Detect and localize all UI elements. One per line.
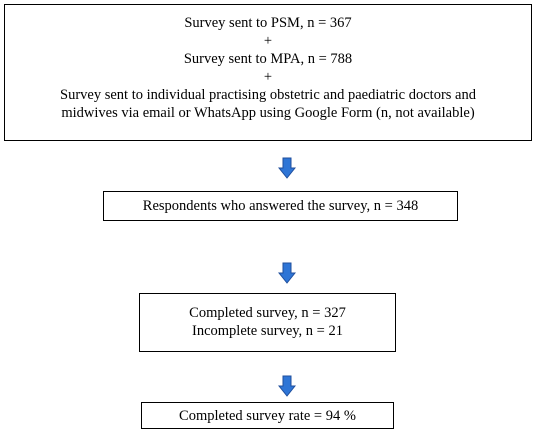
completion-rate-text: Completed survey rate = 94 % xyxy=(179,408,356,424)
arrow-down-icon xyxy=(278,262,296,284)
mpa-survey-text: Survey sent to MPA, n = 788 xyxy=(183,51,353,67)
completion-breakdown-box xyxy=(139,293,396,352)
individual-survey-text-line1: Survey sent to individual practising obstetric and paediatric doctors and xyxy=(60,87,476,103)
respondents-text: Respondents who answered the survey, n = 348 xyxy=(142,198,419,214)
incomplete-survey-text: Incomplete survey, n = 21 xyxy=(192,323,343,339)
plus-sign: + xyxy=(263,33,273,49)
individual-survey-text-line2: midwives via email or WhatsApp using Google Form (n, not available) xyxy=(61,105,475,121)
survey-distribution-box xyxy=(4,4,532,141)
arrow-down-icon xyxy=(278,157,296,179)
arrow-down-icon xyxy=(278,375,296,397)
completion-rate-box xyxy=(141,402,394,429)
respondents-box xyxy=(103,191,458,221)
plus-sign: + xyxy=(263,69,273,85)
completed-survey-text: Completed survey, n = 327 xyxy=(189,305,346,321)
psm-survey-text: Survey sent to PSM, n = 367 xyxy=(184,15,352,31)
